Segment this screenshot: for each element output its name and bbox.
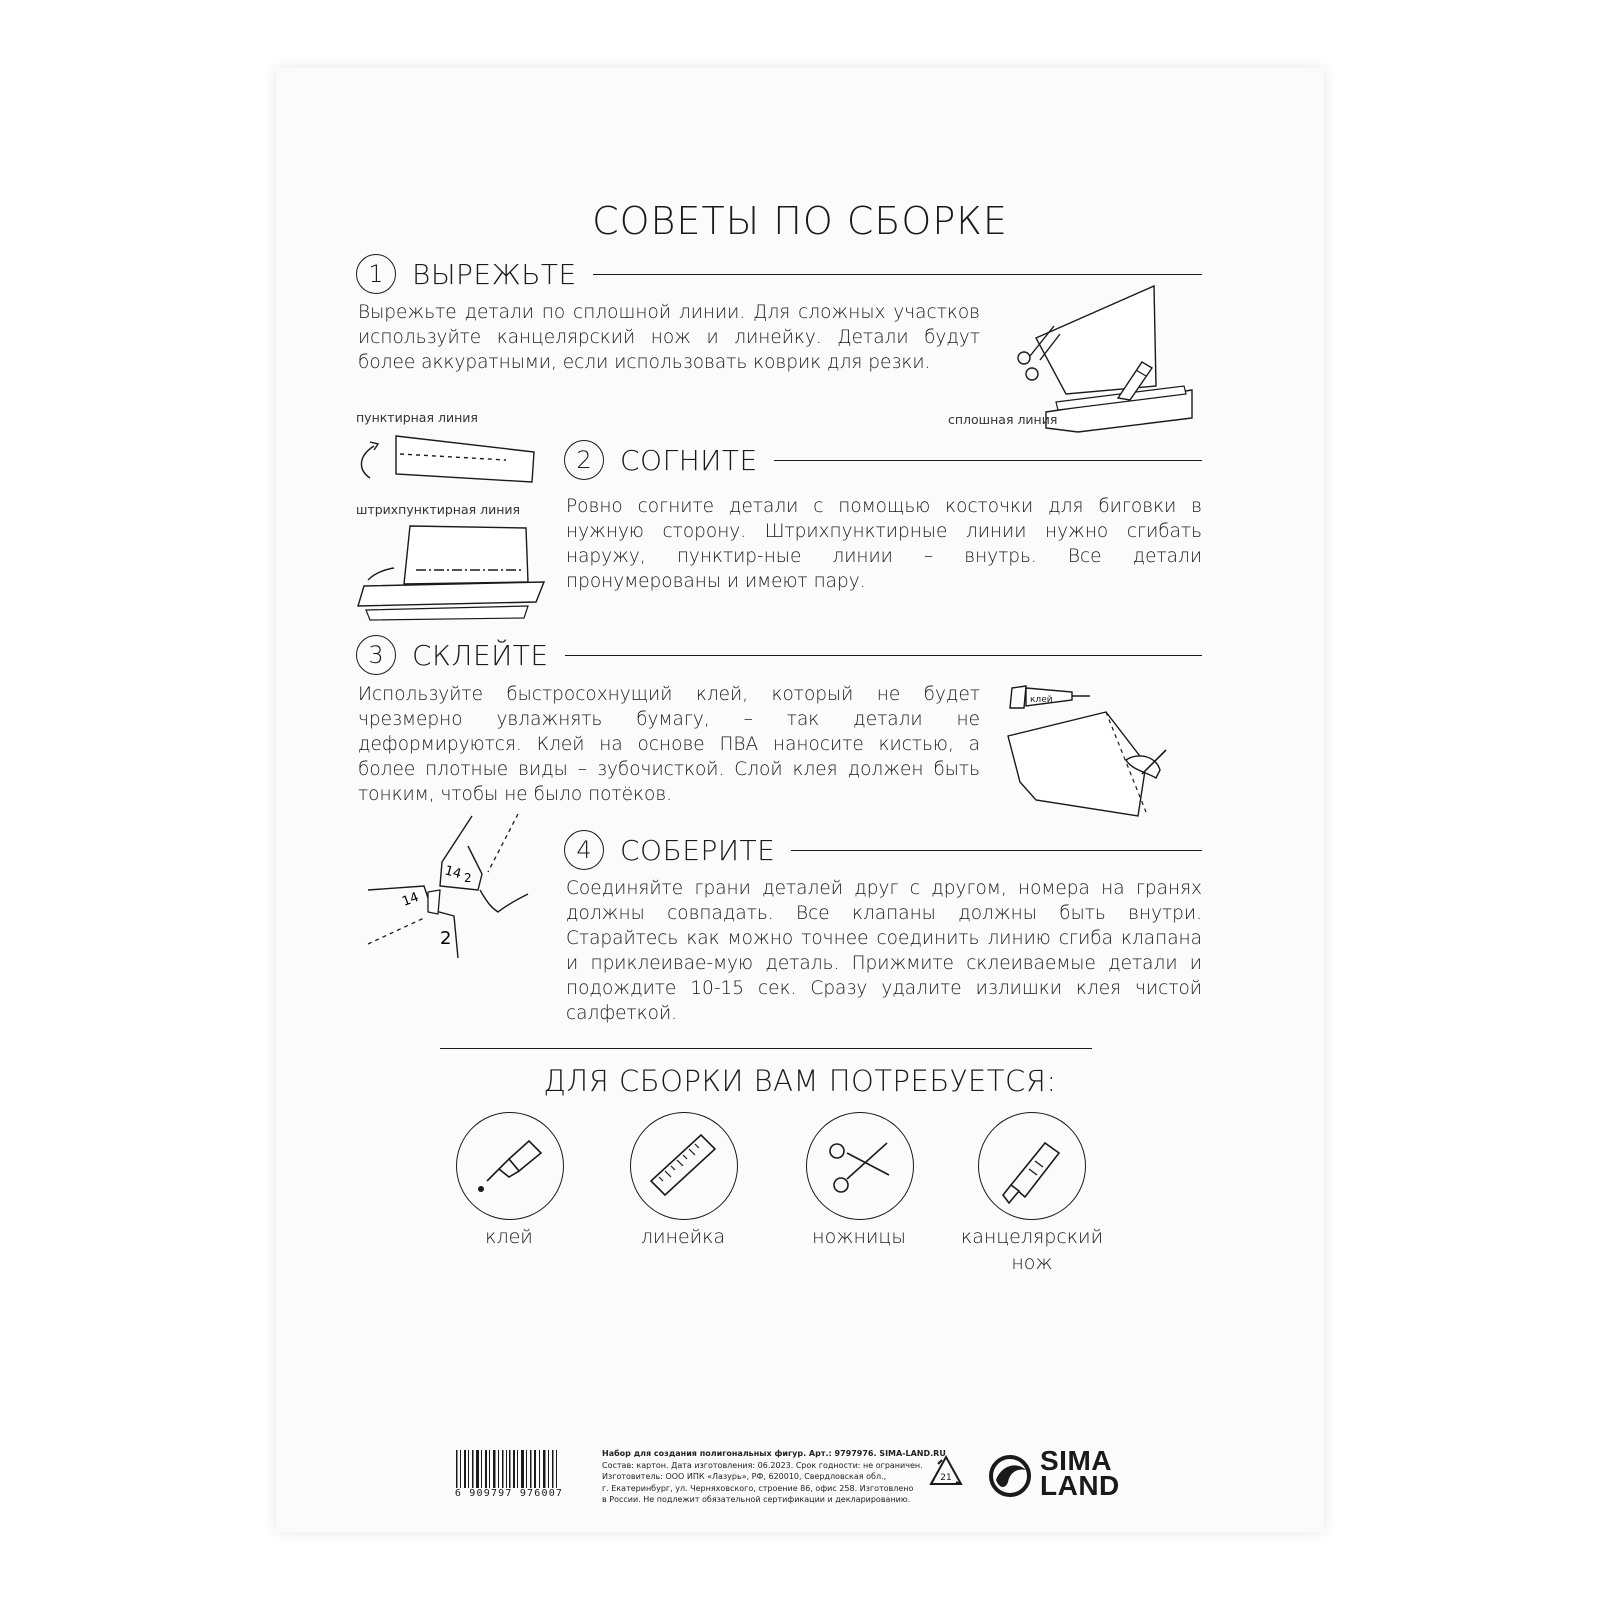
fold-dash-dot-illustration [356,522,556,632]
tool-ruler [630,1112,738,1220]
tool-scissors-label: ножницы [812,1226,906,1248]
tools-divider [440,1048,1092,1049]
ruler-icon [631,1113,737,1219]
tool-scissors [806,1112,914,1220]
utility-knife-icon [979,1113,1085,1219]
step-2-number: 2 [564,440,604,480]
recycle-code: 21 [940,1473,952,1483]
scissors-icon [807,1113,913,1219]
dotted-line-label: пунктирная линия [356,410,478,425]
glue-tube-label: клей [1030,695,1053,705]
brand-line-1: SIMA [1040,1445,1112,1476]
step-2-header [564,440,1202,480]
step-3-header [356,635,1202,675]
step-1-rule [593,274,1202,275]
step-4-rule [791,850,1202,851]
tool-glue-label: клей [485,1226,533,1248]
step-4-number: 4 [564,830,604,870]
product-line: Набор для создания полигональных фигур. Арт.: 9797976. SIMA-LAND.RU [602,1449,946,1458]
tool-knife-label: канцелярский нож [960,1226,1104,1274]
glue-icon [457,1113,563,1219]
step-1-text: Вырежьте детали по сплошной линии. Для сложных участков используйте канцелярский нож и линейку. Детали будут более аккуратными, если использовать коврик для резки. [358,302,980,373]
info-line-1: Состав: картон. Дата изготовления: 06.2023. Срок годности: не ограничен. [602,1460,923,1470]
fold-dotted-illustration [356,430,546,490]
step-4-header [564,830,1202,870]
step-2-rule [774,460,1202,461]
step-1-number: 1 [356,254,396,294]
info-line-2: Изготовитель: ООО ИПК «Лазурь», РФ, 620010, Свердловская обл., [602,1472,887,1481]
barcode-digits: 6 909797 976007 [448,1488,570,1499]
step-1-title: ВЫРЕЖЬТЕ [412,257,577,291]
step-3-number: 3 [356,635,396,675]
tools-title: ДЛЯ СБОРКИ ВАМ ПОТРЕБУЕТСЯ: [543,1064,1057,1098]
step-3-title: СКЛЕЙТЕ [412,638,549,672]
info-line-4: в России. Не подлежит обязательной сертификации и декларированию. [602,1495,911,1504]
step-4-text: Соединяйте грани деталей друг с другом, номера на гранях должны совпадать. Все клапаны должны быть внутри. Старайтесь как можно точнее соединить линию сгиба клапана и приклеивае-мую деталь. Прижмите склеиваемые детали и подождите 10-15 сек. Сразу удалите излишки клея чистой салфеткой. [566,878,1202,1024]
instruction-sheet [276,68,1324,1532]
edge-number-2-side: 2 [440,928,452,949]
info-line-3: г. Екатеринбург, ул. Черняховского, строение 86, офис 258. Изготовлено [602,1483,914,1493]
step-3-rule [565,655,1202,656]
solid-line-label: сплошная линия [948,412,1058,427]
brand-line-2: LAND [1040,1470,1120,1501]
edge-number-14-side: 14 [400,890,421,910]
tool-ruler-label: линейка [640,1226,726,1248]
step-3-text: Используйте быстросохнущий клей, который не будет чрезмерно увлажнять бумагу, – так детали не деформируются. Клей на основе ПВА наносите кистью, а более плотные виды – зубочисткой. Слой клея должен быть тонким, чтобы не было потёков. [358,684,980,805]
dash-dot-line-label: штрихпунктирная линия [356,502,521,517]
assemble-illustration [368,808,548,968]
edge-number-2-top: 2 [464,871,472,885]
brand-logo-icon [988,1454,1034,1498]
glue-illustration [1006,686,1206,826]
brand-wordmark [1040,1445,1120,1501]
step-2-title: СОГНИТЕ [620,443,758,477]
step-2-text: Ровно согните детали с помощью косточки для биговки в нужную сторону. Штрихпунктирные линии нужно сгибать наружу, пунктир-ные линии – внутрь. Все детали пронумерованы и имеют пару. [566,496,1202,592]
tool-knife [978,1112,1086,1220]
step-4-title: СОБЕРИТЕ [620,833,776,867]
page-title: СОВЕТЫ ПО СБОРКЕ [592,199,1008,243]
tool-glue [456,1112,564,1220]
cut-illustration [1006,278,1206,458]
recycle-icon [928,1454,964,1490]
edge-number-14-top: 14 [442,863,463,883]
